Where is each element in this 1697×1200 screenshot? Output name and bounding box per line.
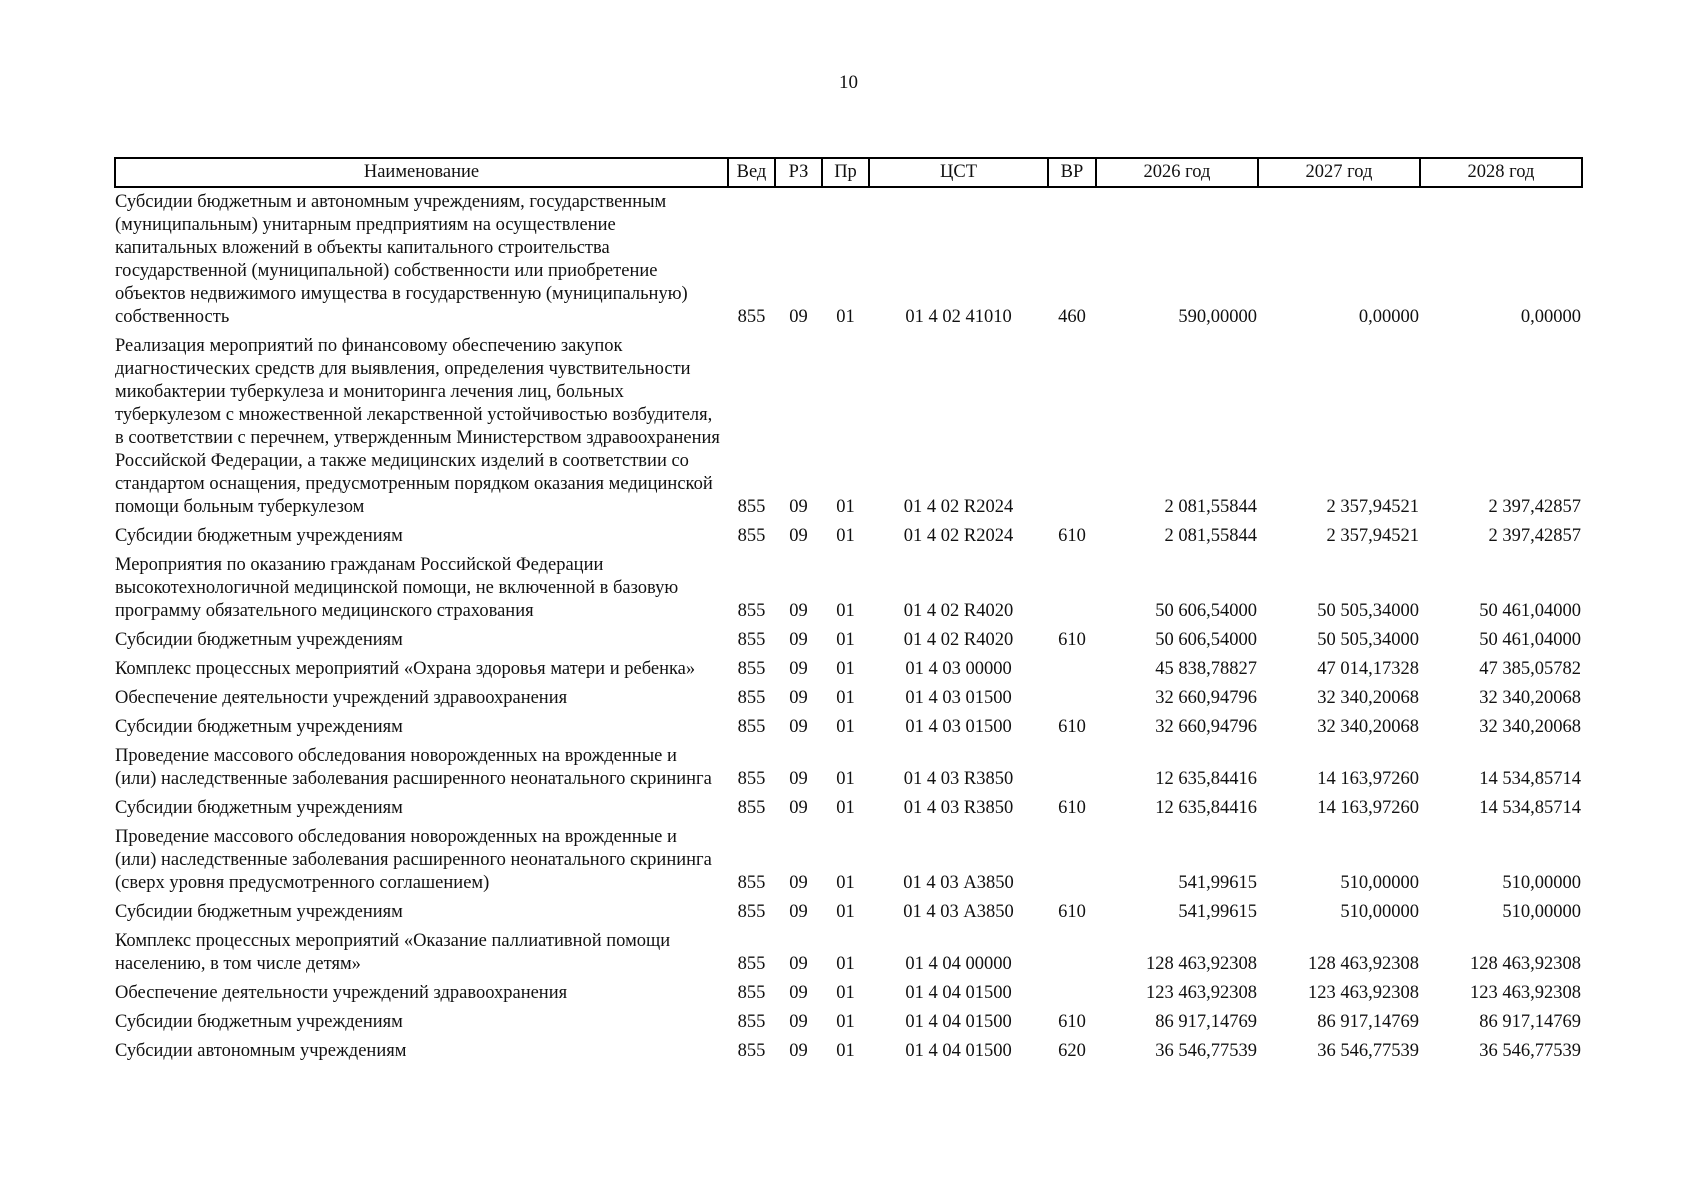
cell-vr: 610 (1058, 717, 1086, 737)
cell-2026: 86 917,14769 (1155, 1012, 1257, 1032)
cell-2026: 50 606,54000 (1155, 601, 1257, 621)
cell-name: Мероприятия по оказанию гражданам Российской Федерации высокотехнологичной медицинской помощи, не включенной в базовую программу обязательного медицинского страхования (115, 555, 679, 621)
cell-pr: 01 (836, 717, 855, 737)
cell-name: Обеспечение деятельности учреждений здравоохранения (115, 688, 568, 708)
cell-2026: 32 660,94796 (1155, 717, 1257, 737)
cell-2028: 36 546,77539 (1479, 1041, 1581, 1061)
table-row (115, 898, 1582, 927)
cell-2027: 128 463,92308 (1308, 954, 1419, 974)
cell-vr (1048, 823, 1096, 898)
cell-rz: 09 (789, 601, 808, 621)
cell-vr: 610 (1058, 902, 1086, 922)
budget-table (114, 157, 1583, 1066)
cell-pr: 01 (836, 769, 855, 789)
cell-2028: 2 397,42857 (1488, 526, 1581, 546)
cell-pr: 01 (836, 873, 855, 893)
header-pr: Пр (822, 158, 869, 187)
cell-2027: 14 163,97260 (1317, 798, 1419, 818)
cell-2026: 36 546,77539 (1155, 1041, 1257, 1061)
cell-pr: 01 (836, 601, 855, 621)
cell-name: Субсидии бюджетным учреждениям (115, 798, 403, 818)
cell-rz: 09 (789, 659, 808, 679)
cell-rz: 09 (789, 526, 808, 546)
header-rz: РЗ (775, 158, 822, 187)
cell-rz: 09 (789, 769, 808, 789)
cell-vr: 620 (1058, 1041, 1086, 1061)
cell-name: Субсидии бюджетным учреждениям (115, 1012, 403, 1032)
cell-cst: 01 4 04 01500 (905, 1012, 1012, 1032)
cell-pr: 01 (836, 1041, 855, 1061)
table-row (115, 522, 1582, 551)
cell-ved: 855 (737, 526, 766, 546)
table-row (115, 823, 1582, 898)
cell-rz: 09 (789, 307, 808, 327)
cell-rz: 09 (789, 902, 808, 922)
cell-ved: 855 (737, 497, 766, 517)
cell-rz: 09 (789, 873, 808, 893)
cell-cst: 01 4 03 R3850 (903, 798, 1014, 818)
cell-pr: 01 (836, 497, 855, 517)
cell-rz: 09 (789, 1012, 808, 1032)
header-2026: 2026 год (1096, 158, 1258, 187)
cell-2026: 12 635,84416 (1155, 769, 1257, 789)
table-row (115, 713, 1582, 742)
cell-name: Комплекс процессных мероприятий «Охрана здоровья матери и ребенка» (115, 659, 696, 679)
cell-2028: 2 397,42857 (1488, 497, 1581, 517)
cell-cst: 01 4 03 01500 (905, 717, 1012, 737)
cell-pr: 01 (836, 630, 855, 650)
cell-vr (1048, 684, 1096, 713)
cell-2026: 590,00000 (1178, 307, 1257, 327)
cell-name: Субсидии бюджетным учреждениям (115, 717, 403, 737)
cell-cst: 01 4 02 R2024 (903, 526, 1014, 546)
cell-name: Проведение массового обследования новорожденных на врожденные и (или) наследственные заболевания расширенного неонатального скрининга (сверх уровня предусмотренного соглашением) (115, 827, 712, 893)
cell-2027: 510,00000 (1340, 873, 1419, 893)
cell-2026: 12 635,84416 (1155, 798, 1257, 818)
cell-cst: 01 4 04 01500 (905, 1041, 1012, 1061)
table-row (115, 1037, 1582, 1066)
cell-name: Проведение массового обследования новорожденных на врожденные и (или) наследственные заболевания расширенного неонатального скрининга (115, 746, 712, 789)
cell-2028: 47 385,05782 (1479, 659, 1581, 679)
cell-2027: 47 014,17328 (1317, 659, 1419, 679)
cell-2028: 50 461,04000 (1479, 601, 1581, 621)
cell-2027: 510,00000 (1340, 902, 1419, 922)
cell-pr: 01 (836, 1012, 855, 1032)
cell-ved: 855 (737, 873, 766, 893)
cell-pr: 01 (836, 526, 855, 546)
cell-pr: 01 (836, 307, 855, 327)
cell-2028: 510,00000 (1502, 873, 1581, 893)
cell-2027: 32 340,20068 (1317, 688, 1419, 708)
cell-2027: 2 357,94521 (1326, 526, 1419, 546)
table-row (115, 187, 1582, 332)
cell-2028: 32 340,20068 (1479, 717, 1581, 737)
cell-cst: 01 4 03 А3850 (903, 902, 1014, 922)
header-2027: 2027 год (1258, 158, 1420, 187)
header-name: Наименование (115, 158, 728, 187)
cell-ved: 855 (737, 902, 766, 922)
cell-vr: 460 (1058, 307, 1086, 327)
table-row (115, 626, 1582, 655)
cell-ved: 855 (737, 954, 766, 974)
header-cst: ЦСТ (869, 158, 1048, 187)
cell-pr: 01 (836, 902, 855, 922)
cell-vr (1048, 979, 1096, 1008)
cell-2028: 510,00000 (1502, 902, 1581, 922)
cell-2027: 32 340,20068 (1317, 717, 1419, 737)
cell-pr: 01 (836, 798, 855, 818)
cell-2028: 32 340,20068 (1479, 688, 1581, 708)
header-2028: 2028 год (1420, 158, 1582, 187)
header-vr: ВР (1048, 158, 1096, 187)
cell-2026: 2 081,55844 (1164, 526, 1257, 546)
table-row (115, 979, 1582, 1008)
cell-2027: 50 505,34000 (1317, 630, 1419, 650)
cell-2028: 0,00000 (1520, 307, 1581, 327)
table-row (115, 684, 1582, 713)
cell-rz: 09 (789, 630, 808, 650)
cell-vr: 610 (1058, 630, 1086, 650)
cell-cst: 01 4 04 00000 (905, 954, 1012, 974)
cell-name: Субсидии бюджетным учреждениям (115, 526, 403, 546)
cell-2028: 123 463,92308 (1470, 983, 1581, 1003)
cell-2026: 541,99615 (1178, 902, 1257, 922)
cell-ved: 855 (737, 798, 766, 818)
table-row (115, 794, 1582, 823)
cell-ved: 855 (737, 717, 766, 737)
cell-name: Субсидии бюджетным и автономным учреждениям, государственным (муниципальным) унитарным предприятиям на осуществление капитальных вложений в объекты капитального строительства государственной (муниципальной) собственности или приобретение объектов недвижимого имущества в государственную (муниципальную) собственность (115, 192, 688, 327)
cell-cst: 01 4 02 R4020 (903, 630, 1014, 650)
cell-cst: 01 4 04 01500 (905, 983, 1012, 1003)
cell-vr: 610 (1058, 526, 1086, 546)
cell-cst: 01 4 02 41010 (905, 307, 1012, 327)
cell-rz: 09 (789, 798, 808, 818)
header-ved: Вед (728, 158, 775, 187)
cell-vr (1048, 551, 1096, 626)
cell-2026: 123 463,92308 (1146, 983, 1257, 1003)
cell-2028: 14 534,85714 (1479, 769, 1581, 789)
cell-ved: 855 (737, 307, 766, 327)
cell-2028: 86 917,14769 (1479, 1012, 1581, 1032)
cell-2027: 2 357,94521 (1326, 497, 1419, 517)
table-row (115, 1008, 1582, 1037)
cell-name: Субсидии бюджетным учреждениям (115, 902, 403, 922)
cell-rz: 09 (789, 688, 808, 708)
cell-2026: 50 606,54000 (1155, 630, 1257, 650)
cell-2026: 2 081,55844 (1164, 497, 1257, 517)
cell-name: Субсидии бюджетным учреждениям (115, 630, 403, 650)
table-body (115, 187, 1582, 1066)
table-row (115, 655, 1582, 684)
cell-2026: 32 660,94796 (1155, 688, 1257, 708)
cell-2027: 14 163,97260 (1317, 769, 1419, 789)
cell-name: Реализация мероприятий по финансовому обеспечению закупок диагностических средств для выявления, определения чувствительности микобактерии туберкулеза и мониторинга лечения лиц, больных туберкулезом с множественной лекарственной устойчивостью возбудителя, в соответствии с перечнем, утвержденным Министерством здравоохранения Российской Федерации, а также медицинских изделий в соответствии со стандартом оснащения, предусмотренным порядком оказания медицинской помощи больным туберкулезом (115, 336, 720, 517)
cell-2027: 86 917,14769 (1317, 1012, 1419, 1032)
cell-cst: 01 4 03 01500 (905, 688, 1012, 708)
cell-cst: 01 4 03 R3850 (903, 769, 1014, 789)
cell-ved: 855 (737, 659, 766, 679)
cell-ved: 855 (737, 601, 766, 621)
cell-ved: 855 (737, 630, 766, 650)
cell-rz: 09 (789, 954, 808, 974)
table-row (115, 742, 1582, 794)
cell-pr: 01 (836, 983, 855, 1003)
cell-2027: 36 546,77539 (1317, 1041, 1419, 1061)
cell-name: Комплекс процессных мероприятий «Оказание паллиативной помощи населению, в том числе детям» (115, 931, 671, 974)
cell-rz: 09 (789, 983, 808, 1003)
cell-2027: 50 505,34000 (1317, 601, 1419, 621)
cell-2028: 50 461,04000 (1479, 630, 1581, 650)
cell-vr (1048, 742, 1096, 794)
cell-2026: 128 463,92308 (1146, 954, 1257, 974)
cell-ved: 855 (737, 688, 766, 708)
cell-rz: 09 (789, 497, 808, 517)
cell-cst: 01 4 02 R4020 (903, 601, 1014, 621)
cell-name: Обеспечение деятельности учреждений здравоохранения (115, 983, 568, 1003)
cell-cst: 01 4 02 R2024 (903, 497, 1014, 517)
page-number: 10 (839, 72, 858, 93)
cell-rz: 09 (789, 1041, 808, 1061)
cell-cst: 01 4 03 А3850 (903, 873, 1014, 893)
table-row (115, 332, 1582, 522)
cell-vr (1048, 655, 1096, 684)
cell-rz: 09 (789, 717, 808, 737)
cell-pr: 01 (836, 659, 855, 679)
cell-2028: 14 534,85714 (1479, 798, 1581, 818)
cell-vr (1048, 332, 1096, 522)
cell-2027: 0,00000 (1358, 307, 1419, 327)
cell-2026: 45 838,78827 (1155, 659, 1257, 679)
cell-ved: 855 (737, 769, 766, 789)
cell-pr: 01 (836, 954, 855, 974)
cell-vr: 610 (1058, 1012, 1086, 1032)
cell-2027: 123 463,92308 (1308, 983, 1419, 1003)
cell-cst: 01 4 03 00000 (905, 659, 1012, 679)
cell-ved: 855 (737, 983, 766, 1003)
cell-name: Субсидии автономным учреждениям (115, 1041, 407, 1061)
cell-2026: 541,99615 (1178, 873, 1257, 893)
cell-2028: 128 463,92308 (1470, 954, 1581, 974)
cell-vr (1048, 927, 1096, 979)
cell-pr: 01 (836, 688, 855, 708)
cell-ved: 855 (737, 1012, 766, 1032)
table-row (115, 927, 1582, 979)
cell-vr: 610 (1058, 798, 1086, 818)
header-row (115, 158, 1582, 187)
table-row (115, 551, 1582, 626)
cell-ved: 855 (737, 1041, 766, 1061)
